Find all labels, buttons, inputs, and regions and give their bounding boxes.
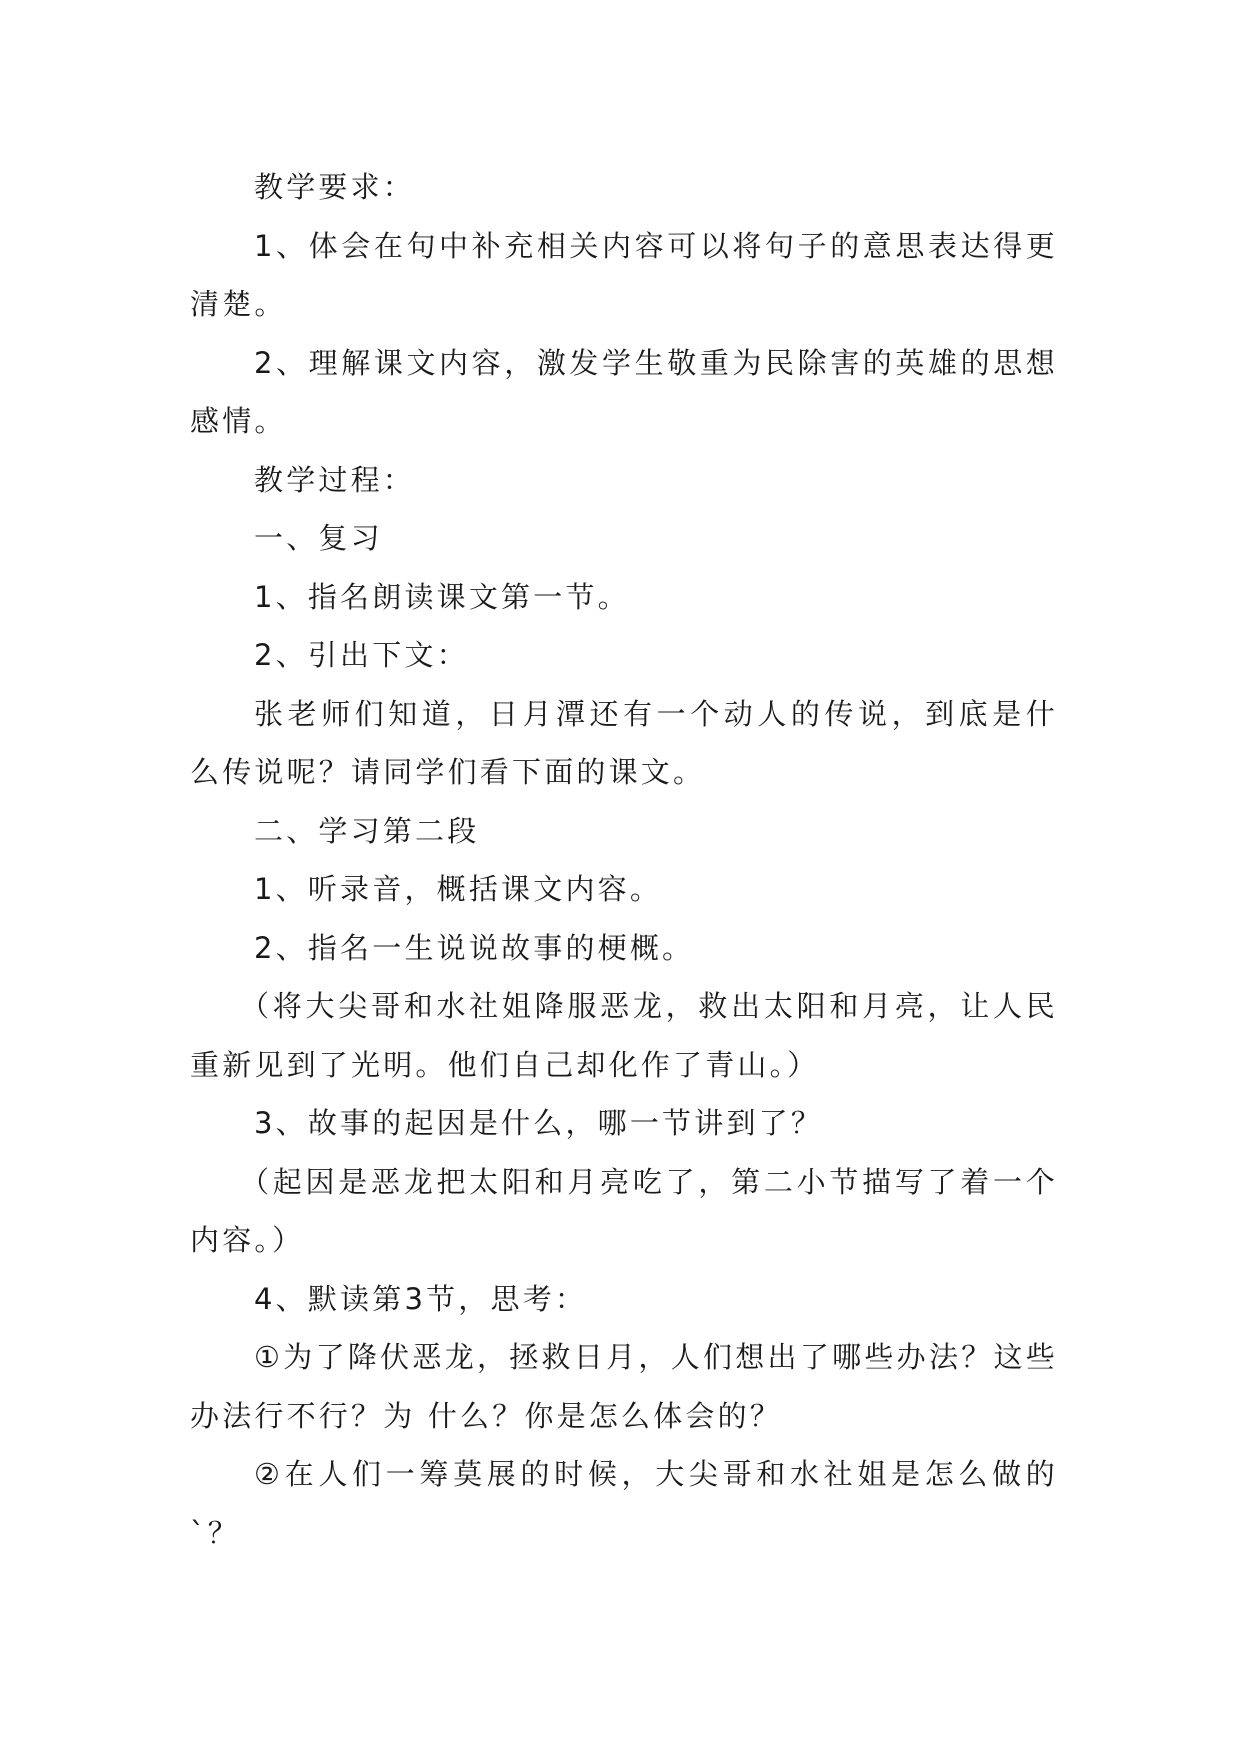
intro-paragraph: 张老师们知道，日月潭还有一个动人的传说，到底是什么传说呢？请同学们看下面的课文。 [190,696,1058,789]
study-item-1: 1、听录音，概括课文内容。 [254,872,663,906]
study-item-4: 4、默读第3节，思考： [254,1281,588,1316]
section-study-part-two: 二、学习第二段 [254,813,480,848]
requirement-item-1: 1、体会在句中补充相关内容可以将句子的意思表达得更清楚。 [190,228,1058,321]
question-2: ②在人们一筹莫展的时候，大尖哥和水社姐是怎么做的`？ [190,1457,1058,1550]
review-item-1: 1、指名朗读课文第一节。 [254,579,630,614]
requirement-item-2: 2、理解课文内容，激发学生敬重为民除害的英雄的思想感情。 [190,345,1058,438]
study-item-2: 2、指名一生说说故事的梗概。 [254,930,695,965]
cause-note: （起因是恶龙把太阳和月亮吃了，第二小节描写了着一个内容。） [190,1164,1058,1257]
study-item-3: 3、故事的起因是什么，哪一节讲到了？ [254,1106,824,1140]
section-review: 一、复习 [254,521,383,555]
heading-teaching-requirements: 教学要求： [254,170,416,204]
heading-teaching-process: 教学过程： [254,462,416,497]
document-body [190,158,1058,1562]
question-1: ①为了降伏恶龙，拯救日月，人们想出了哪些办法？这些办法行不行？为 什么？你是怎么体会的？ [190,1340,1058,1433]
review-item-2: 2、引出下文： [254,638,469,672]
story-summary-note: （将大尖哥和水社姐降服恶龙，救出太阳和月亮，让人民重新见到了光明。他们自己却化作了青山。） [190,989,1058,1082]
